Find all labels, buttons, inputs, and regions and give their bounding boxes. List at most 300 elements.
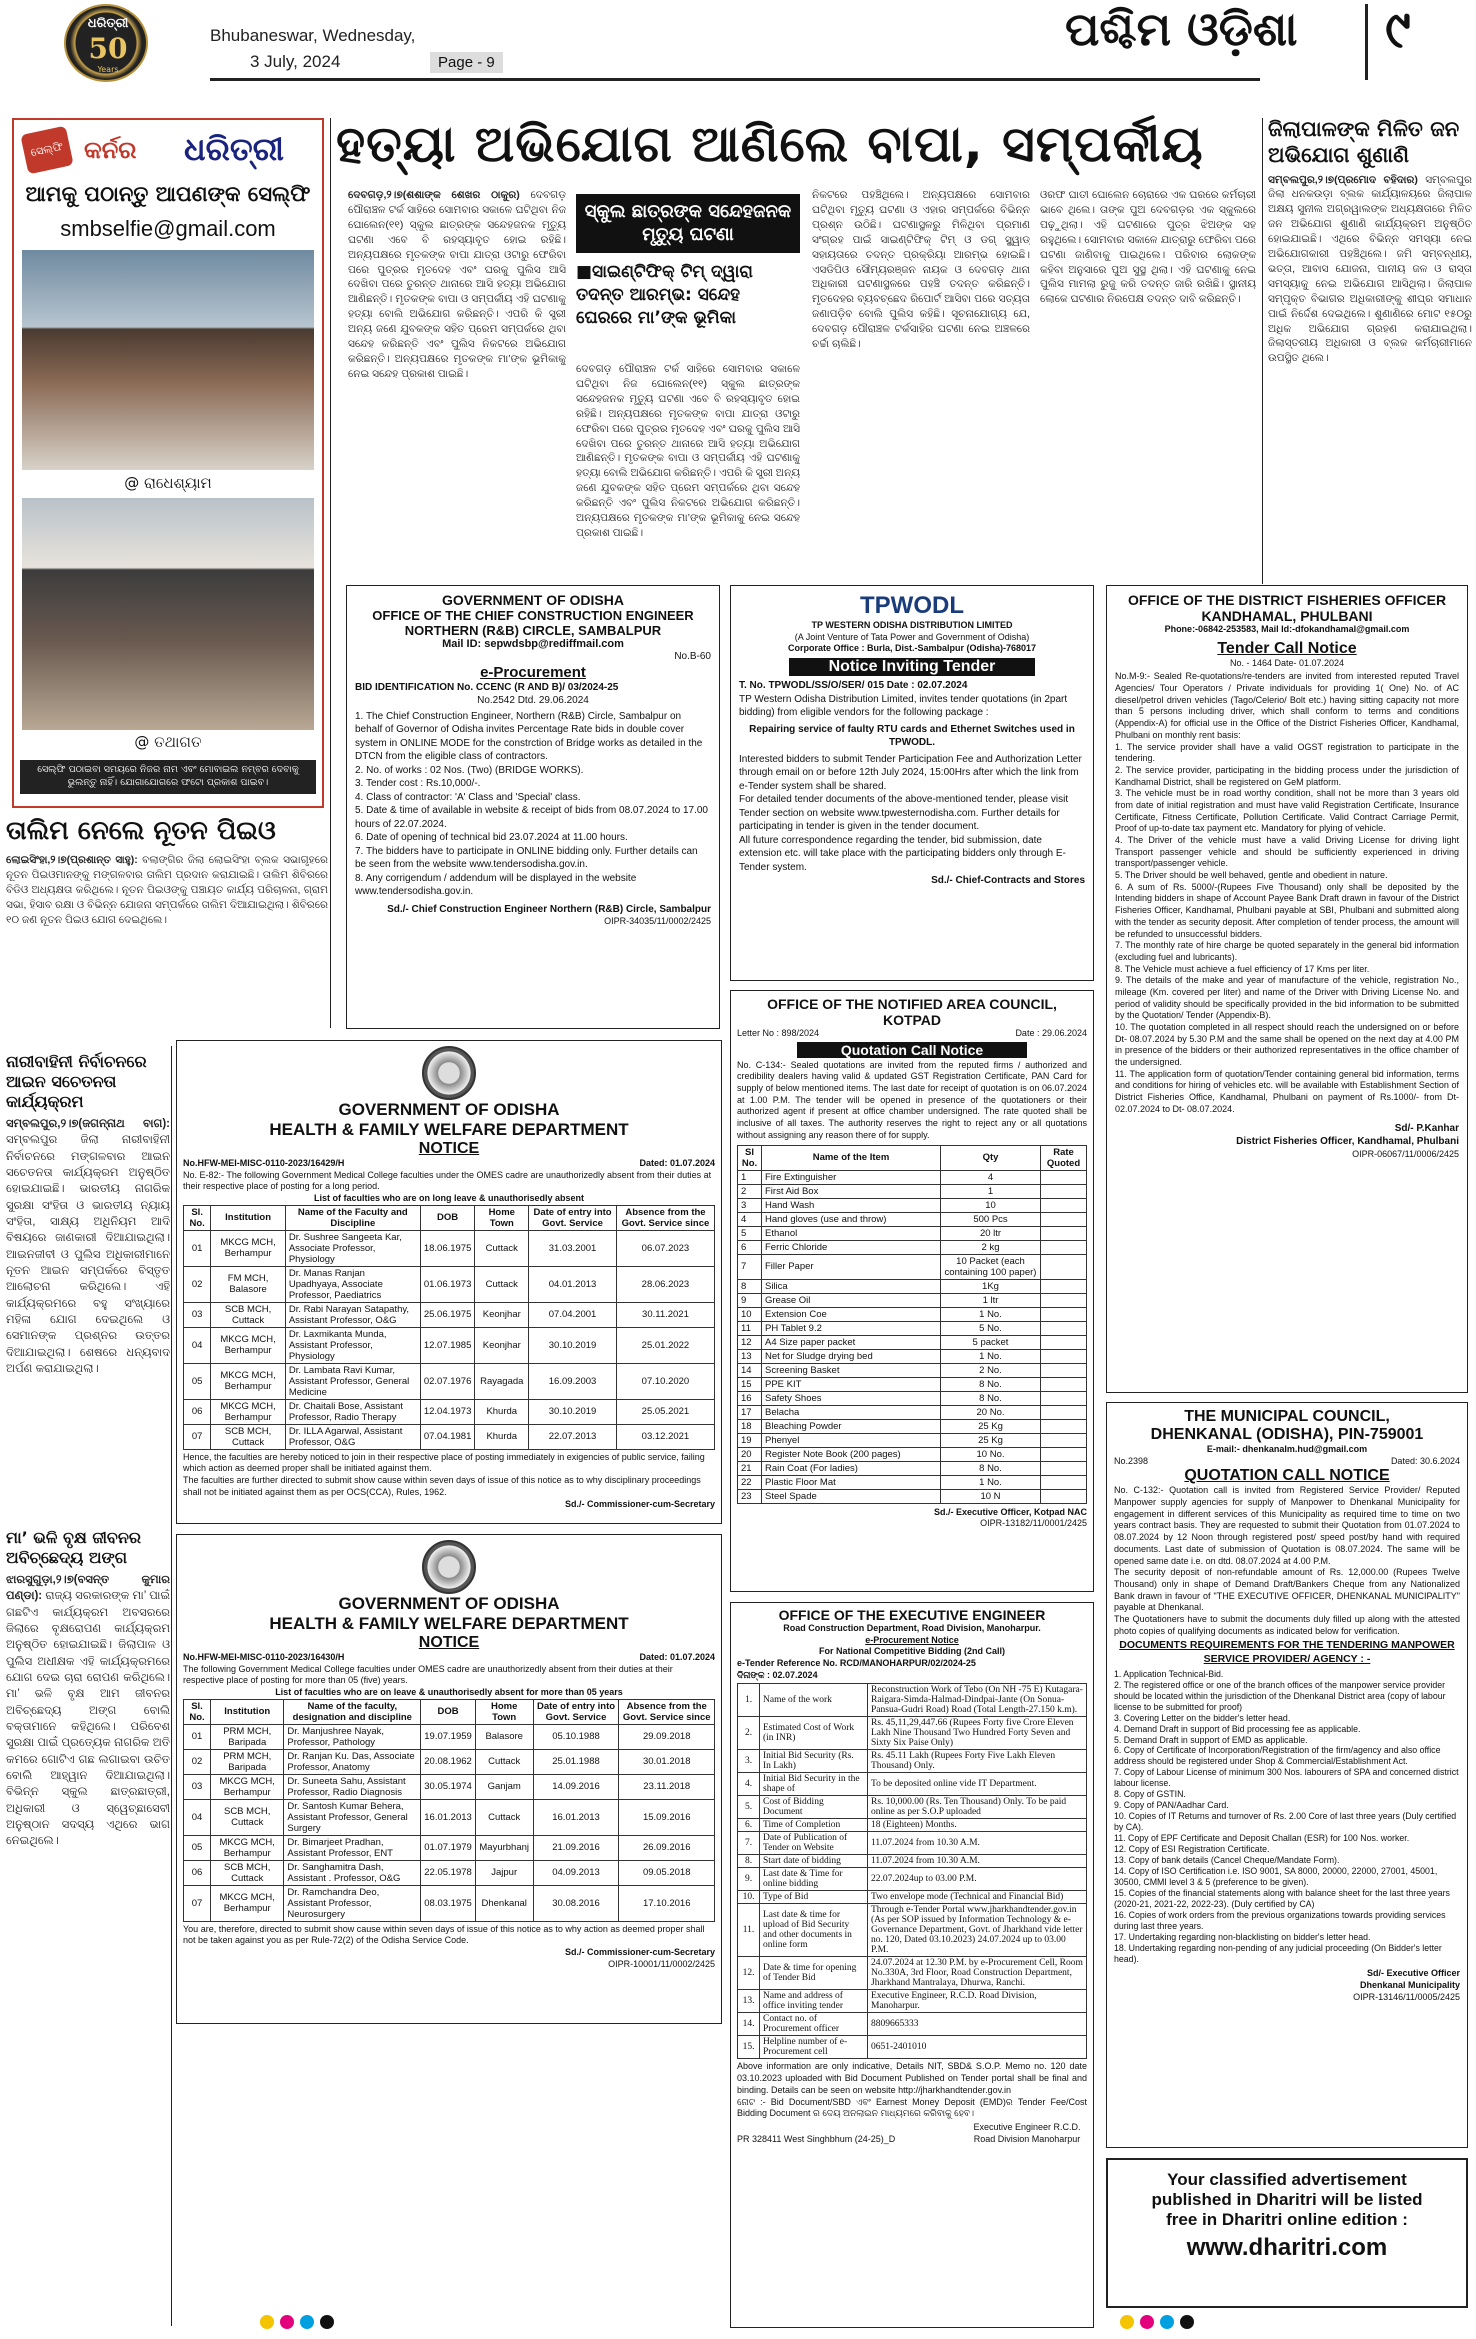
- health2-cell: 05: [184, 1835, 211, 1860]
- ee-cell: Last date & Time for online bidding: [760, 1868, 868, 1891]
- health2-cell: Mayurbhanj: [475, 1835, 533, 1860]
- health1-th: Home Town: [475, 1205, 529, 1230]
- ee-cell: 9.: [738, 1868, 760, 1891]
- health2-cell: MKCG MCH, Berhampur: [211, 1835, 284, 1860]
- health2-cell: SCB MCH, Cuttack: [211, 1799, 284, 1835]
- ee-cell: 11.: [738, 1904, 760, 1957]
- kotpad-meta: [737, 1028, 1087, 1040]
- kotpad-cell: [1041, 1170, 1087, 1184]
- classified-line1: Your classified advertisement: [1167, 2170, 1407, 2189]
- kotpad-cell: 5 No.: [941, 1321, 1041, 1335]
- kotpad-cell: [1041, 1489, 1087, 1503]
- ee-row: [738, 1891, 1087, 1904]
- health1-cell: 06: [184, 1399, 211, 1424]
- health2-code: OIPR-10001/11/0002/2425: [608, 1958, 715, 1969]
- kotpad-cell: Register Note Book (200 pages): [762, 1447, 941, 1461]
- health1-title: NOTICE: [418, 1140, 480, 1157]
- selfie-photo-1: [22, 250, 314, 470]
- fisheries-item: 1. The service provider shall have a valid OGST registration to participate in the tendering.: [1115, 741, 1459, 764]
- health1-cell: Cuttack: [475, 1266, 529, 1302]
- lead-sub-box: ■ସାଇଣ୍ଟିଫିକ୍ ଟିମ୍ ଦ୍ୱାରା ତଦନ୍ତ ଆରମ୍ଭ: ସନ୍ଦେହ ଘେରରେ ମା’ଙ୍କ ଭୂମିକା: [576, 261, 753, 328]
- ee-sign: Executive Engineer R.C.D. Road Division Manoharpur: [973, 2121, 1081, 2144]
- lead-headline: ହତ୍ୟା ଅଭିଯୋଗ ଆଣିଲେ ବାପା, ସମ୍ପର୍କୀୟ: [336, 115, 1204, 173]
- kotpad-row: [738, 1461, 1087, 1475]
- kotpad-cell: 2 No.: [941, 1363, 1041, 1377]
- health1-th: Name of the Faculty and Discipline: [285, 1205, 420, 1230]
- health1-cell: Dr. Chaitali Bose, Assistant Professor, Radio Therapy: [285, 1399, 420, 1424]
- logo-years-sub: Years: [97, 65, 119, 74]
- health2-cell: Dr. Manjushree Nayak, Professor, Pathology: [284, 1724, 421, 1749]
- health2-cell: Dr. Bimarjeet Pradhan, Assistant Professor, ENT: [284, 1835, 421, 1860]
- fisheries-item: 3. The vehicle must be in road worthy condition, shall not be more than 3 years old from date of initial registration and must have valid Registration Certificate, Insurance Certificate, Fitness Certificate, Pollution Certificate. Valid Contract Carriage Permit, Proof of up-to-date tax payment etc. Mandatory for plying of vehicle.: [1115, 788, 1459, 834]
- selfie-caption-1: @ ରାଧେଶ୍ୟାମ: [124, 474, 212, 492]
- sidebar-headline: ଜିଲାପାଳଙ୍କ ମିଳିତ ଜନ ଅଭିଯୋଗ ଶୁଣାଣି: [1268, 117, 1460, 168]
- column-rule: [171, 1046, 172, 2326]
- cce-item: 2. No. of works : 02 Nos. (Two) (BRIDGE WORKS).: [355, 764, 584, 776]
- kotpad-sign: Sd./- Executive Officer, Kotpad NAC: [933, 1506, 1087, 1517]
- ee-rows: [738, 1684, 1087, 2059]
- health2-cell: 30.05.1974: [421, 1774, 476, 1799]
- kotpad-row: [738, 1489, 1087, 1503]
- health1-cell: Cuttack: [475, 1230, 529, 1266]
- ee-date: ଦିନାଙ୍କ : 02.07.2024: [737, 1669, 818, 1680]
- kotpad-cell: Net for Sludge drying bed: [762, 1349, 941, 1363]
- kotpad-cell: 1 No.: [941, 1349, 1041, 1363]
- health1-cell: 12.07.1985: [420, 1327, 475, 1363]
- dhenkanal-item: 3. Covering Letter on the bidder's letter head.: [1114, 1712, 1291, 1723]
- kotpad-cell: [1041, 1475, 1087, 1489]
- health2-cell: 06: [184, 1860, 211, 1885]
- kotpad-cell: Safety Shoes: [762, 1391, 941, 1405]
- kotpad-cell: 1 No.: [941, 1307, 1041, 1321]
- kotpad-cell: [1041, 1363, 1087, 1377]
- health2-cell: 01: [184, 1724, 211, 1749]
- registration-mark-icon: [280, 2315, 294, 2329]
- selfie-tagline: ଆମକୁ ପଠାନ୍ତୁ ଆପଣଙ୍କ ସେଲ୍ଫି: [25, 182, 311, 206]
- classified-url[interactable]: www.dharitri.com: [1186, 2234, 1388, 2261]
- kotpad-cell: Ferric Chloride: [762, 1240, 941, 1254]
- health1-cell: 28.06.2023: [616, 1266, 714, 1302]
- dateline: Bhubaneswar, Wednesday,: [210, 26, 416, 45]
- logo-text: ଧରିତ୍ରୀ: [87, 16, 129, 31]
- health1-org: GOVERNMENT OF ODISHA: [338, 1100, 560, 1119]
- kotpad-cell: [1041, 1240, 1087, 1254]
- kotpad-row: [738, 1377, 1087, 1391]
- health1-cell: SCB MCH, Cuttack: [211, 1302, 286, 1327]
- kotpad-row: [738, 1405, 1087, 1419]
- health1-cell: Khurda: [475, 1424, 529, 1449]
- health2-cell: Balasore: [475, 1724, 533, 1749]
- odisha-emblem-icon: [422, 1046, 476, 1100]
- ee-bidding: For National Competitive Bidding (2nd Call): [818, 1646, 1005, 1657]
- ee-cell: Cost of Bidding Document: [760, 1796, 868, 1819]
- ee-row: [738, 1819, 1087, 1832]
- ad-tpwodl: [730, 585, 1094, 981]
- table-row: [184, 1885, 715, 1921]
- kotpad-title: Quotation Call Notice: [797, 1042, 1027, 1058]
- health2-cell: MKCG MCH, Berhampur: [211, 1885, 284, 1921]
- kotpad-cell: 1: [941, 1184, 1041, 1198]
- ad-dhenkanal: [1106, 1402, 1468, 2148]
- left-story-2: [6, 1052, 170, 1512]
- dhenkanal-item: 12. Copy of ESI Registration Certificate.: [1114, 1844, 1270, 1855]
- ad-health-1: [176, 1040, 722, 1524]
- ee-cell: Rs. 45,11,29,447.66 (Rupees Forty five Crore Eleven Lakh Nine Thousand Two Hundred Forty Seven and Sixty Six Paise Only): [868, 1717, 1087, 1750]
- ee-cell: Date & time for opening of Tender Bid: [760, 1957, 868, 1990]
- ee-office: OFFICE OF THE EXECUTIVE ENGINEER: [778, 1607, 1046, 1623]
- cce-item: 4. Class of contractor: 'A' Class and 'Special' class.: [355, 791, 581, 803]
- health2-cell: Dr. Ranjan Ku. Das, Associate Professor, Anatomy: [284, 1749, 421, 1774]
- kotpad-row: [738, 1419, 1087, 1433]
- dhenkanal-item: 14. Copy of ISO Certification i.e. ISO 9001, SA 8000, 20000, 22000, 27001, 45001, 30500, CMMI level 3 & 5 (preference to be given).: [1114, 1866, 1438, 1888]
- dhenkanal-item: 2. The registered office or one of the branch offices of the manpower service provider should be located within the jurisdiction of the Dhenkanal District area (copy of labour license to be submitted for proof): [1114, 1679, 1446, 1712]
- cce-office: OFFICE OF THE CHIEF CONSTRUCTION ENGINEER: [372, 608, 694, 623]
- fisheries-title: Tender Call Notice: [1217, 639, 1357, 657]
- masthead-date: 3 July, 2024: [250, 52, 341, 71]
- health1-cell: Dr. Rabi Narayan Satapathy, Assistant Professor, O&G: [285, 1302, 420, 1327]
- registration-mark-icon: [260, 2315, 274, 2329]
- dhenkanal-sign1: Sd/- Executive Officer: [1366, 1968, 1460, 1979]
- ee-row: [738, 1957, 1087, 1990]
- health2-cell: 30.08.2016: [533, 1885, 619, 1921]
- health1-cell: 05: [184, 1363, 211, 1399]
- left-story-3-body: [6, 1572, 170, 2312]
- ee-notice: e-Procurement Notice: [865, 1634, 959, 1645]
- ee-cell: Rs. 45.11 Lakh (Rupees Forty Five Lakh Eleven Thousand) Only.: [868, 1750, 1087, 1773]
- kotpad-row: [738, 1363, 1087, 1377]
- health1-cell: 07: [184, 1424, 211, 1449]
- registration-mark-icon: [1160, 2315, 1174, 2329]
- tpwodl-office: Corporate Office : Burla, Dist.-Sambalpur (Odisha)-768017: [787, 643, 1037, 654]
- ee-cell: Estimated Cost of Work (in INR): [760, 1717, 868, 1750]
- dhenkanal-code: OIPR-13146/11/0005/2425: [1353, 1991, 1460, 2002]
- health2-cell: PRM MCH, Baripada: [211, 1749, 284, 1774]
- table-row: [184, 1749, 715, 1774]
- health1-refline: [183, 1158, 715, 1170]
- pio-story: [6, 816, 328, 1038]
- fisheries-item: 11. The application form of quotation/Tender containing general bid information, terms and conditions for hiring of vehicles etc. will be available with Establishment Section of District Fisheries Office, Kandhamal, Phulbani on payment of Rs.1000/- from Dt-02.07.2024 to Dt- 08.07.2024.: [1115, 1068, 1459, 1114]
- kotpad-row: [738, 1475, 1087, 1489]
- health2-cell: Dr. Santosh Kumar Behera, Assistant Professor, General Surgery: [284, 1799, 421, 1835]
- kotpad-cell: Filler Paper: [762, 1254, 941, 1279]
- health1-cell: 04.01.2013: [529, 1266, 617, 1302]
- sidebar-body: [1268, 173, 1472, 553]
- health2-head: [184, 1699, 715, 1724]
- dhenkanal-item: 9. Copy of PAN/Aadhar Card.: [1114, 1800, 1229, 1811]
- pio-text: ବଲାଙ୍ଗିର ଜିଲା ଲୋଇସିଂହା ବ୍ଲକ ସଭାଗୃହରେ ନୂତନ ପିଇଓମାନଙ୍କୁ ମଙ୍ଗଳବାର ତାଲିମ ପ୍ରଦାନ କରାଯାଇଛି। ତାଲିମ ଶିବିରରେ ବିଡିଓ ଅଧ୍ୟକ୍ଷତା କରିଥିଲେ। ନୂତନ ପିଇଓଙ୍କୁ ପଞ୍ଚାୟତ କାର୍ଯ୍ୟ ପରିଚାଳନା, ଗ୍ରାମ ସଭା, ହିସାବ ରକ୍ଷା ଓ ବିଭିନ୍ନ ଯୋଜନା ସମ୍ପର୍କରେ ତାଲିମ ଦିଆଯାଇଥିଲା। ଶିବିରରେ ୧୦ ଜଣ ନୂତନ ପିଇଓ ଯୋଗ ଦେଇଥିଲେ।: [6, 854, 328, 926]
- kotpad-cell: Phenyel: [762, 1433, 941, 1447]
- dhenkanal-place: DHENKANAL (ODISHA), PIN-759001: [1150, 1426, 1424, 1443]
- cce-title: e-Procurement: [480, 663, 586, 681]
- cce-circle: NORTHERN (R&B) CIRCLE, SAMBALPUR: [404, 623, 662, 638]
- health1-rows: [184, 1230, 715, 1449]
- kotpad-cell: 20: [738, 1447, 762, 1461]
- kotpad-row: [738, 1307, 1087, 1321]
- kotpad-cell: Screening Basket: [762, 1363, 941, 1377]
- kotpad-cell: 500 Pcs: [941, 1212, 1041, 1226]
- kotpad-cell: [1041, 1198, 1087, 1212]
- ad-fisheries: [1106, 585, 1468, 1393]
- lead-dateline: ଦେବଗଡ଼,୨।୭(ଶଶାଙ୍କ ଶେଖର ଠାକୁର): [348, 189, 520, 201]
- registration-mark-icon: [1120, 2315, 1134, 2329]
- ad-kotpad: [730, 990, 1094, 1592]
- lead-col-3: [812, 188, 1030, 584]
- health2-dept: HEALTH & FAMILY WELFARE DEPARTMENT: [269, 1614, 629, 1633]
- tpwodl-ref: T. No. TPWODL/SS/O/SER/ 015 Date : 02.07.2024: [739, 680, 968, 692]
- health2-th: Institution: [211, 1699, 284, 1724]
- kotpad-cell: [1041, 1391, 1087, 1405]
- ad-health-2: [176, 1534, 722, 2024]
- left-story-3: [6, 1528, 170, 2328]
- sidebar-story: [1268, 116, 1472, 584]
- ee-cell: Contact no. of Procurement officer: [760, 2013, 868, 2036]
- kotpad-cell: [1041, 1447, 1087, 1461]
- health1-cell: Rayagada: [475, 1363, 529, 1399]
- table-row: [184, 1835, 715, 1860]
- lead-col-2b: [576, 362, 800, 584]
- health2-cell: Cuttack: [475, 1799, 533, 1835]
- kotpad-cell: 12: [738, 1335, 762, 1349]
- kotpad-cell: [1041, 1377, 1087, 1391]
- ee-cell: Time of Completion: [760, 1819, 868, 1832]
- health1-cell: MKCG MCH, Berhampur: [211, 1399, 286, 1424]
- health2-cell: MKCG MCH, Berhampur: [211, 1774, 284, 1799]
- tpwodl-body3: For detailed tender documents of the above-mentioned tender, please visit Tender section on website www.tpwesternodisha.com. Further details for participating in tender is given in the tender document.: [739, 794, 1069, 833]
- kotpad-cell: 23: [738, 1489, 762, 1503]
- dhenkanal-req-title: DOCUMENTS REQUIREMENTS FOR THE TENDERING MANPOWER SERVICE PROVIDER/ AGENCY : -: [1119, 1639, 1455, 1665]
- health1-footer1: Hence, the faculties are hereby noticed to join in their respective place of posting immediately in exigencies of public service, failing which action as deemed proper shall be initiated against them.: [183, 1451, 705, 1474]
- table-row: [184, 1363, 715, 1399]
- health2-title: NOTICE: [418, 1634, 480, 1651]
- left-story-2-dateline: ସମ୍ବଲପୁର,୨।୭(ଜଗନ୍ନାଥ ବାଗ):: [6, 1118, 170, 1130]
- left-story-2-body: [6, 1116, 170, 1516]
- fisheries-place: KANDHAMAL, PHULBANI: [1201, 608, 1373, 624]
- ee-cell: Initial Bid Security (Rs. In Lakh): [760, 1750, 868, 1773]
- classified-line3: free in Dharitri online edition :: [1166, 2210, 1408, 2229]
- kotpad-cell: 2: [738, 1184, 762, 1198]
- page-number: ୯: [1385, 0, 1411, 60]
- lead-col-4: [1040, 188, 1256, 584]
- ee-note: ନୋଟ :- Bid Document/SBD ଏବଂ Earnest Money Deposit (EMD)ର Tender Fee/Cost Bidding Document ର ଦେୟ ଅନଲାଇନ ମାଧ୍ୟମରେ କରିବାକୁ ହେବ।: [737, 2096, 1087, 2119]
- health1-cell: 30.10.2019: [529, 1399, 617, 1424]
- dhenkanal-item: 10. Copies of IT Returns and turnover of Rs. 2.00 Core of last three years (Duly certified by CA).: [1114, 1811, 1457, 1833]
- left-story-2-headline: ନାରୀବାହିନୀ ନିର୍ବାଚନରେ ଆଇନ ସଚେତନତା କାର୍ଯ୍ୟକ୍ରମ: [6, 1052, 147, 1111]
- health1-cell: Keonjhar: [475, 1327, 529, 1363]
- kotpad-cell: 9: [738, 1293, 762, 1307]
- dharitri-50-logo: [64, 4, 148, 82]
- ee-cell: Name of the work: [760, 1684, 868, 1717]
- kotpad-cell: 19: [738, 1433, 762, 1447]
- ee-row: [738, 1717, 1087, 1750]
- dhenkanal-body2: The security deposit of non-refundable amount of Rs. 12,000.00 (Rupees Twelve Thousand) only in shape of Demand Draft/Bankers Cheque from any Nationalized Bank drawn in favour of "THE EXECUTIVE OFFICER, DHENKANAL MUNICIPALITY" payable at Dhenkanal.: [1114, 1567, 1460, 1613]
- health1-cell: 31.03.2001: [529, 1230, 617, 1266]
- section-title: ପଶ୍ଚିମ ଓଡ଼ିଶା: [1065, 2, 1298, 56]
- column-rule: [1262, 118, 1263, 584]
- dhenkanal-items: [1114, 1669, 1460, 1966]
- kotpad-cell: 18: [738, 1419, 762, 1433]
- kotpad-cell: [1041, 1307, 1087, 1321]
- ee-cell: Initial Bid Security in the shape of: [760, 1773, 868, 1796]
- left-story-3-text: ରାଜ୍ୟ ସରକାରଙ୍କ ମା’ ପାଇଁ ଗଛଟିଏ କାର୍ଯ୍ୟକ୍ରମ ଅବସରରେ ଜିଲାରେ ବୃକ୍ଷରୋପଣ କାର୍ଯ୍ୟକ୍ରମ ଅନୁଷ୍ଠିତ ହୋଇଯାଇଛି। ଜିଲାପାଳ ଓ ପୁଲିସ ଅଧୀକ୍ଷକ ଏହି କାର୍ଯ୍ୟକ୍ରମରେ ଯୋଗ ଦେଇ ଚାରା ରୋପଣ କରିଥିଲେ। ମା’ ଭଳି ବୃକ୍ଷ ଆମ ଜୀବନର ଅବିଚ୍ଛେଦ୍ୟ ଅଙ୍ଗ ବୋଲି ବକ୍ତାମାନେ କହିଥିଲେ। ପରିବେଶ ସୁରକ୍ଷା ପାଇଁ ପ୍ରତ୍ୟେକ ନାଗରିକ ଅତି କମରେ ଗୋଟିଏ ଗଛ ଲଗାଇବା ଉଚିତ ବୋଲି ଆହ୍ୱାନ ଦିଆଯାଇଥିଲା। ବିଭିନ୍ନ ସ୍କୁଲ ଛାତ୍ରଛାତ୍ରୀ, ଅଧିକାରୀ ଓ ସ୍ୱେଚ୍ଛାସେବୀ ଅନୁଷ୍ଠାନ ସଦସ୍ୟ ଏଥିରେ ଭାଗ ନେଇଥିଲେ।: [6, 1590, 170, 1848]
- dhenkanal-item: 16. Copies of work orders from the previous organizations towards providing services during last three years.: [1114, 1910, 1446, 1932]
- fisheries-item: 4. The Driver of the vehicle must have a valid Driving License for driving light Transport passenger vehicle and should be sufficiently experienced in driving transport/passenger vehicle.: [1115, 835, 1459, 869]
- ee-row: [738, 1750, 1087, 1773]
- ee-cell: 13.: [738, 1990, 760, 2013]
- kotpad-cell: [1041, 1212, 1087, 1226]
- fisheries-sign1: Sd/- P.Kanhar: [1394, 1122, 1459, 1134]
- health1-cell: FM MCH, Balasore: [211, 1266, 286, 1302]
- kotpad-cell: 1Kg: [941, 1279, 1041, 1293]
- ee-cell: 12.: [738, 1957, 760, 1990]
- health2-cell: 09.05.2018: [619, 1860, 715, 1885]
- cce-org: GOVERNMENT OF ODISHA: [441, 592, 624, 608]
- kotpad-row: [738, 1433, 1087, 1447]
- logo-years: 50: [88, 32, 128, 65]
- ee-ref: e-Tender Reference No. RCD/MANOHARPUR/02/2024-25: [737, 1658, 976, 1669]
- kotpad-cell: Hand Wash: [762, 1198, 941, 1212]
- kotpad-cell: [1041, 1405, 1087, 1419]
- health2-cell: 29.09.2018: [619, 1724, 715, 1749]
- ee-row: [738, 1832, 1087, 1855]
- health2-table: [183, 1699, 715, 1922]
- health2-cell: 22.05.1978: [421, 1860, 476, 1885]
- table-row: [184, 1724, 715, 1749]
- kotpad-cell: [1041, 1419, 1087, 1433]
- fisheries-item: 9. The details of the make and year of manufacture of the vehicle, registration No., mileage (Km. covered per liter) and name of the Driver with Driving License No. and period of validity should be specifically provided in the bid information to be submitted by the Quotation/ Tender (Appendix-B).: [1115, 975, 1459, 1021]
- dhenkanal-item: 17. Undertaking regarding non-blacklisting on bidder's letter head.: [1114, 1932, 1371, 1943]
- kotpad-cell: 15: [738, 1377, 762, 1391]
- kotpad-cell: 4: [738, 1212, 762, 1226]
- fisheries-office: OFFICE OF THE DISTRICT FISHERIES OFFICER: [1127, 592, 1447, 608]
- ee-row: [738, 1684, 1087, 1717]
- lead-kicker-box: ସ୍କୁଲ ଛାତ୍ରଙ୍କ ସନ୍ଦେହଜନକ ମୃତ୍ୟୁ ଘଟଣା: [576, 194, 800, 253]
- ee-cell: 15.: [738, 2036, 760, 2059]
- kotpad-row: [738, 1447, 1087, 1461]
- pio-body: [6, 853, 328, 1029]
- ee-cell: Name and address of office inviting tender: [760, 1990, 868, 2013]
- lead-story: [336, 116, 1256, 584]
- kotpad-cell: 10 No.: [941, 1447, 1041, 1461]
- dhenkanal-item: 15. Copies of the financial statements along with balance sheet for the last three years (2020-21, 2021-22, 2022-23). (Duly certified by CA): [1114, 1888, 1450, 1910]
- kotpad-cell: 10 N: [941, 1489, 1041, 1503]
- fisheries-intro: No.M-9:- Sealed Re-quotations/re-tenders are invited from interested reputed Travel Agencies/ Tour Operators / Private individuals for providing 1( One) No. of AC diesel/petrol driven vehicles (Tago/Celerio/ Bolt etc.) having sitting capacity not more than 5 persons including driver, which shall conform to terms and conditions (Appendix-A) for official use in the Office of the District Fisheries Officer, Kandhamal, Phulbani on monthly rent basis:: [1115, 671, 1459, 740]
- ee-cell: 1.: [738, 1684, 760, 1717]
- health2-rows: [184, 1724, 715, 1921]
- kotpad-cell: 10 Packet (each containing 100 paper): [941, 1254, 1041, 1279]
- sidebar-dateline: ସମ୍ବଲପୁର,୨।୭(ପ୍ରମୋଦ ବହିଦାର): [1268, 173, 1418, 186]
- kotpad-cell: Bleaching Powder: [762, 1419, 941, 1433]
- kotpad-row: [738, 1226, 1087, 1240]
- health1-cell: Khurda: [475, 1399, 529, 1424]
- kotpad-cell: [1041, 1293, 1087, 1307]
- pio-headline: ତାଲିମ ନେଲେ ନୂତନ ପିଇଓ: [6, 816, 276, 846]
- health2-cell: 01.07.1979: [421, 1835, 476, 1860]
- health1-ref: No.HFW-MEI-MISC-0110-2023/16429/H: [183, 1158, 345, 1168]
- health2-cell: Dr. Suneeta Sahu, Assistant Professor, Radio Diagnosis: [284, 1774, 421, 1799]
- tpwodl-sign: Sd./- Chief-Contracts and Stores: [931, 875, 1085, 887]
- selfie-caption-2: @ ତଥାଗତ: [134, 733, 202, 751]
- selfie-brand-3: ଧରିତ୍ରୀ: [184, 130, 284, 168]
- health1-th: DOB: [420, 1205, 475, 1230]
- kotpad-cell: Grease Oil: [762, 1293, 941, 1307]
- kotpad-cell: [1041, 1184, 1087, 1198]
- cce-code: OIPR-34035/11/0002/2425: [604, 916, 711, 926]
- kotpad-cell: [1041, 1461, 1087, 1475]
- ee-cell: 8809665333: [868, 2013, 1087, 2036]
- kotpad-cell: 20 No.: [941, 1405, 1041, 1419]
- kotpad-cell: 8: [738, 1279, 762, 1293]
- masthead: [0, 0, 1476, 108]
- health1-th: Sl. No.: [184, 1205, 211, 1230]
- health1-cell: 25.06.1975: [420, 1302, 475, 1327]
- selfie-note: ସେଲ୍ଫି ପଠାଇବା ସମୟରେ ନିଜର ନାମ ଏବଂ ମୋବାଇଲ ନମ୍ବର ଦେବାକୁ ଭୁଲନ୍ତୁ ନାହିଁ। ଯୋଗାଯୋଗରେ ଫଟୋ ପ୍ରକାଶ ପାଇବ।: [20, 760, 316, 794]
- fisheries-items: [1115, 742, 1459, 1116]
- health2-cell: Ganjam: [475, 1774, 533, 1799]
- health2-cell: Dr. Sanghamitra Dash, Assistant . Professor, O&G: [284, 1860, 421, 1885]
- kotpad-cell: 7: [738, 1254, 762, 1279]
- table-row: [184, 1302, 715, 1327]
- ee-code: PR 328411 West Singhbhum (24-25)_D: [737, 2133, 896, 2144]
- kotpad-cell: Rain Coat (For ladies): [762, 1461, 941, 1475]
- kotpad-th: Qty: [941, 1145, 1041, 1170]
- selfie-email: smbselfie@gmail.com: [60, 216, 276, 241]
- kotpad-letter-no: Letter No : 898/2024: [737, 1028, 820, 1038]
- kotpad-row: [738, 1391, 1087, 1405]
- ad-ee: [730, 1602, 1094, 2328]
- tpwodl-body4: All future correspondence regarding the tender, bid submission, date extension etc. will take place with the participating bidders only through E-Tender system.: [739, 834, 1066, 873]
- kotpad-cell: 10: [738, 1307, 762, 1321]
- health1-cell: SCB MCH, Cuttack: [211, 1424, 286, 1449]
- table-row: [184, 1799, 715, 1835]
- ee-cell: 7.: [738, 1832, 760, 1855]
- kotpad-cell: 8 No.: [941, 1461, 1041, 1475]
- table-row: [184, 1327, 715, 1363]
- dhenkanal-item: 1. Application Technical-Bid.: [1114, 1668, 1224, 1679]
- health1-cell: 02.07.1976: [420, 1363, 475, 1399]
- kotpad-office: OFFICE OF THE NOTIFIED AREA COUNCIL, KOTPAD: [767, 996, 1057, 1028]
- health1-footer2: The faculties are further directed to submit show cause within seven days of issue of this notice as to why disciplinary proceedings shall not be initiated against them as per OCS(CCA), Rules, 1962.: [183, 1475, 701, 1497]
- cce-item: 1. The Chief Construction Engineer, Northern (R&B) Circle, Sambalpur on behalf of Governor of Odisha invites Percentage Rate bids in double cover system in ONLINE MODE for the constrction of Bridge works as detailed in the DTCN from the eligible class of contractors.: [355, 710, 703, 762]
- lead-col-1: [348, 188, 566, 584]
- ee-cell: Start date of bidding: [760, 1855, 868, 1868]
- kotpad-code: OIPR-13182/11/0001/2425: [980, 1518, 1087, 1529]
- health2-cell: Cuttack: [475, 1749, 533, 1774]
- table-row: [184, 1774, 715, 1799]
- registration-mark-icon: [1140, 2315, 1154, 2329]
- kotpad-cell: 11: [738, 1321, 762, 1335]
- tpwodl-company-sub: (A Joint Venture of Tata Power and Government of Odisha): [794, 631, 1030, 642]
- health1-th: Institution: [211, 1205, 286, 1230]
- health2-th: Home Town: [475, 1699, 533, 1724]
- health2-cell: 20.08.1962: [421, 1749, 476, 1774]
- table-row: [184, 1860, 715, 1885]
- dhenkanal-item: 4. Demand Draft in support of Bid processing fee as applicable.: [1114, 1723, 1361, 1734]
- cce-items: [355, 710, 711, 899]
- ee-cell: 6.: [738, 1819, 760, 1832]
- ee-cell: Executive Engineer, R.C.D. Road Division, Manoharpur.: [868, 1990, 1087, 2013]
- dhenkanal-date: Dated: 30.6.2024: [1390, 1455, 1460, 1466]
- lead-col-3-text: ନିକଟରେ ପହଞ୍ଚିଥିଲେ। ଅନ୍ୟପକ୍ଷରେ ସୋମବାର ଘଟିଥିବା ମୃତ୍ୟୁ ଘଟଣା ଓ ଏହାର ସମ୍ପର୍କରେ ବିଭିନ୍ନ ପ୍ରଶ୍ନ ଉଠିଛି। ଘଟଣାସ୍ଥଳରୁ ମିଳିଥିବା ପ୍ରମାଣ ସଂଗ୍ରହ ପାଇଁ ସାଇଣ୍ଟିଫିକ୍ ଟିମ୍ ଓ ଡଗ୍ ସ୍କ୍ୱାଡ୍ ସହାୟତାରେ ତଦନ୍ତ ପ୍ରକ୍ରିୟା ଆରମ୍ଭ ହୋଇଛି। ଏସଡିପିଓ ସୌମ୍ୟରଞ୍ଜନ ନାୟକ ଓ ଦେବଗଡ଼ ଥାନା ଅଧିକାରୀ ଘଟଣାସ୍ଥଳରେ ପହଞ୍ଚି ତଦନ୍ତ କରିଛନ୍ତି। ମୃତଦେହର ବ୍ୟବଚ୍ଛେଦ ରିପୋର୍ଟ ଆସିବା ପରେ ସତ୍ୟତା ଜଣାପଡ଼ିବ ବୋଲି ପୁଲିସ କହିଛି। ସୂଚନାଯୋଗ୍ୟ ଯେ, ଦେବଗଡ଼ ପୌରାଞ୍ଚଳ ଟର୍କସାହିର ଘଟଣା ନେଇ ଅଞ୍ଚଳରେ ଚର୍ଚ୍ଚା ଚାଲିଛି।: [812, 189, 1030, 351]
- health1-sign: Sd./- Commissioner-cum-Secretary: [564, 1498, 715, 1509]
- health2-cell: SCB MCH, Cuttack: [211, 1860, 284, 1885]
- ee-cell: Through e-Tender Portal www.jharkhandtender.gov.in (As per SOP issued by Information Technology & e-Governance Department, Govt. of Jharkhand vide letter no. 120, Dated 03.10.2023) 24.07.2024 up to 03.00 P.M.: [868, 1904, 1087, 1957]
- ee-row: [738, 1904, 1087, 1957]
- health1-cell: MKCG MCH, Berhampur: [211, 1327, 286, 1363]
- ee-cell: 10.: [738, 1891, 760, 1904]
- health1-cell: 25.01.2022: [616, 1327, 714, 1363]
- health1-cell: Dr. ILLA Agarwal, Assistant Professor, O&G: [285, 1424, 420, 1449]
- dhenkanal-item: 5. Demand Draft in support of EMD as applicable.: [1114, 1734, 1308, 1745]
